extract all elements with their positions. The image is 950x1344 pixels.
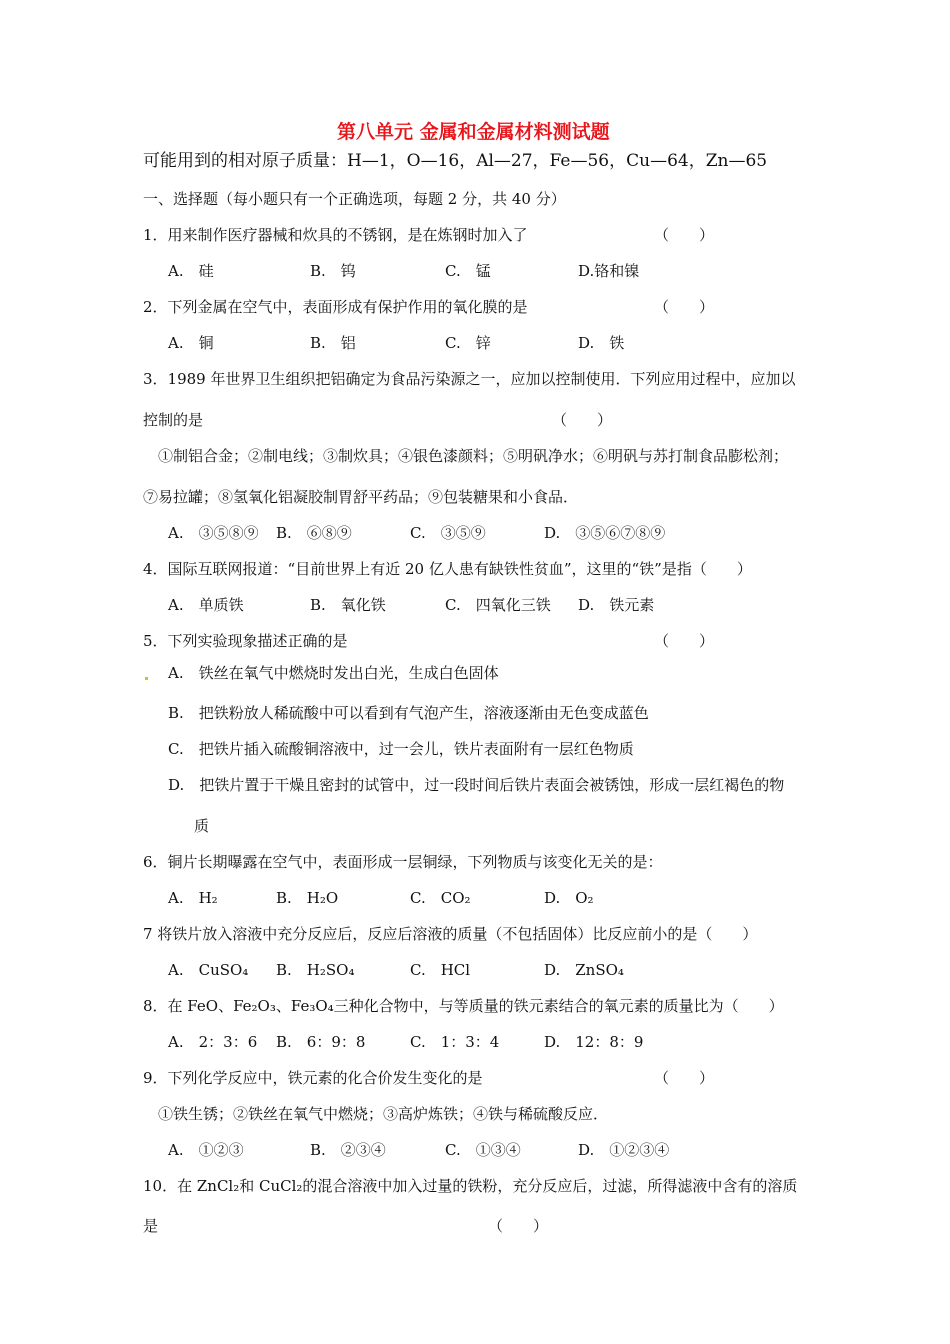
answer-blank-9: （ ）: [654, 1069, 715, 1087]
q9-option-c: C. ①③④: [445, 1141, 521, 1159]
q8-option-b: B. 6：9：8: [276, 1033, 366, 1051]
q5-option-d: D. 把铁片置于干燥且密封的试管中，过一段时间后铁片表面会被锈蚀，形成一层红褐色的物: [168, 776, 785, 794]
q6-option-a: A. H₂: [168, 889, 218, 907]
q1-option-a: A. 硅: [168, 262, 214, 280]
q1-option-b: B. 钨: [310, 262, 356, 280]
q9-option-a: A. ①②③: [168, 1141, 244, 1159]
page-title: 第八单元 金属和金属材料测试题: [337, 121, 610, 143]
section-heading: 一、选择题（每小题只有一个正确选项，每题 2 分，共 40 分）: [143, 190, 566, 208]
q2-option-a: A. 铜: [168, 334, 214, 352]
q9-option-d: D. ①②③④: [578, 1141, 670, 1159]
question-5: 5．下列实验现象描述正确的是: [143, 632, 348, 650]
q1-option-d: D.铬和镍: [578, 262, 640, 280]
q6-option-c: C. CO₂: [410, 889, 471, 907]
q3-option-d: D. ③⑤⑥⑦⑧⑨: [544, 524, 666, 542]
q1-option-c: C. 锰: [445, 262, 491, 280]
stray-mark: [145, 677, 148, 680]
q2-option-d: D. 铁: [578, 334, 625, 352]
atomic-masses: 可能用到的相对原子质量：H—1，O—16，Al—27，Fe—56，Cu—64，Zn—65: [143, 151, 768, 171]
q8-option-d: D. 12：8：9: [544, 1033, 644, 1051]
q5-option-a: A. 铁丝在氧气中燃烧时发出白光，生成白色固体: [168, 664, 499, 682]
q4-option-a: A. 单质铁: [168, 596, 244, 614]
q7-option-c: C. HCl: [410, 961, 471, 979]
q6-option-b: B. H₂O: [276, 889, 339, 907]
q4-option-d: D. 铁元素: [578, 596, 655, 614]
q6-option-d: D. O₂: [544, 889, 594, 907]
answer-blank-5: （ ）: [654, 632, 715, 650]
q9-items: ①铁生锈；②铁丝在氧气中燃烧；③高炉炼铁；④铁与稀硫酸反应．: [158, 1105, 609, 1123]
q8-option-a: A. 2：3：6: [168, 1033, 258, 1051]
q2-option-b: B. 铝: [310, 334, 356, 352]
q3-option-b: B. ⑥⑧⑨: [276, 524, 352, 542]
answer-blank-10: （ ）: [488, 1217, 549, 1235]
answer-blank-3: （ ）: [552, 411, 613, 429]
answer-blank-2: （ ）: [654, 298, 715, 316]
question-4: 4．国际互联网报道：“目前世界上有近 20 亿人患有缺铁性贫血”，这里的“铁”是指（ ）: [143, 560, 752, 578]
q5-option-c: C. 把铁片插入硫酸铜溶液中，过一会儿，铁片表面附有一层红色物质: [168, 740, 634, 758]
question-9: 9．下列化学反应中，铁元素的化合价发生变化的是: [143, 1069, 483, 1087]
question-10-cont: 是: [143, 1217, 159, 1235]
question-3-cont: 控制的是: [143, 411, 204, 429]
question-8: 8．在 FeO、Fe₂O₃、Fe₃O₄三种化合物中，与等质量的铁元素结合的氧元素的质量比为（ ）: [143, 997, 784, 1015]
q3-items-1: ①制铝合金；②制电线；③制炊具；④银色漆颜料；⑤明矾净水；⑥明矾与苏打制食品膨松剂；: [158, 447, 789, 465]
q7-option-b: B. H₂SO₄: [276, 961, 355, 979]
q8-option-c: C. 1：3：4: [410, 1033, 500, 1051]
q4-option-c: C. 四氧化三铁: [445, 596, 551, 614]
question-10: 10．在 ZnCl₂和 CuCl₂的混合溶液中加入过量的铁粉，充分反应后，过滤，所得滤液中含有的溶质: [143, 1177, 798, 1195]
q7-option-a: A. CuSO₄: [168, 961, 249, 979]
question-3: 3．1989 年世界卫生组织把铝确定为食品污染源之一，应加以控制使用．下列应用过程中，应加以: [143, 370, 796, 388]
question-7: 7 将铁片放入溶液中充分反应后，反应后溶液的质量（不包括固体）比反应前小的是（ ）: [143, 925, 758, 943]
q4-option-b: B. 氧化铁: [310, 596, 386, 614]
answer-blank-1: （ ）: [654, 226, 715, 244]
q3-option-a: A. ③⑤⑧⑨: [168, 524, 259, 542]
q3-option-c: C. ③⑤⑨: [410, 524, 486, 542]
q2-option-c: C. 锌: [445, 334, 491, 352]
q9-option-b: B. ②③④: [310, 1141, 386, 1159]
question-6: 6．铜片长期曝露在空气中，表面形成一层铜绿，下列物质与该变化无关的是：: [143, 853, 663, 871]
q3-items-2: ⑦易拉罐；⑧氢氧化铝凝胶制胃舒平药品；⑨包装糖果和小食品．: [143, 488, 579, 506]
q5-option-d-cont: 质: [194, 817, 210, 835]
q7-option-d: D. ZnSO₄: [544, 961, 624, 979]
q5-option-b: B. 把铁粉放人稀硫酸中可以看到有气泡产生，溶液逐渐由无色变成蓝色: [168, 704, 649, 722]
question-2: 2．下列金属在空气中，表面形成有保护作用的氧化膜的是: [143, 298, 528, 316]
question-1: 1．用来制作医疗器械和炊具的不锈钢，是在炼钢时加入了: [143, 226, 528, 244]
